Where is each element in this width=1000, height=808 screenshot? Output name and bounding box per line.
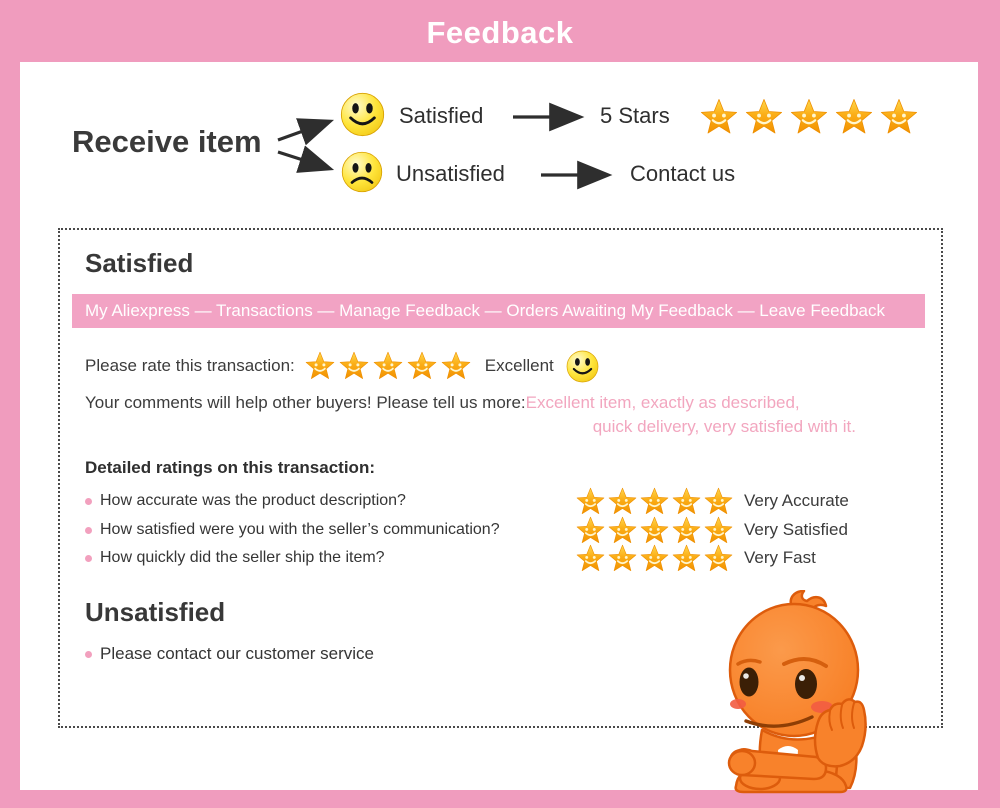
star-icon xyxy=(672,516,701,545)
star-icon xyxy=(640,544,669,573)
question-text: How accurate was the product description? xyxy=(100,492,406,509)
star-icon xyxy=(608,487,637,516)
rating-label: Very Fast xyxy=(744,548,816,567)
star-icon xyxy=(441,351,471,381)
detailed-ratings-heading: Detailed ratings on this transaction: xyxy=(85,458,375,477)
star-icon xyxy=(373,351,403,381)
comments-row xyxy=(85,393,800,413)
star-icon xyxy=(745,98,783,136)
flow-contact-us-label: Contact us xyxy=(630,161,736,186)
comments-label: Your comments will help other buyers! Please tell us more: xyxy=(85,393,526,412)
happy-smiley-icon xyxy=(566,350,599,383)
aliexpress-mascot xyxy=(722,590,872,796)
rate-transaction-label: Please rate this transaction: xyxy=(85,356,295,375)
bullet-icon xyxy=(85,651,92,658)
star-icon xyxy=(700,98,738,136)
detailed-rating-row xyxy=(85,515,895,545)
flow-5stars-rating xyxy=(700,98,918,136)
bullet-icon xyxy=(85,555,92,562)
star-icon xyxy=(407,351,437,381)
star-icon xyxy=(576,544,605,573)
rate-transaction-stars xyxy=(305,351,471,381)
comment-text-line2: quick delivery, very satisfied with it. xyxy=(592,417,856,436)
bullet-icon xyxy=(85,498,92,505)
bullet-icon xyxy=(85,527,92,534)
star-icon xyxy=(672,544,701,573)
comment-text-line1: Excellent item, exactly as described, xyxy=(525,393,800,412)
rating-label: Very Satisfied xyxy=(744,520,848,539)
arrow-to-satisfied xyxy=(278,122,328,140)
unsatisfied-heading: Unsatisfied xyxy=(85,597,226,627)
rating-stars xyxy=(576,544,733,573)
star-icon xyxy=(339,351,369,381)
satisfied-heading: Satisfied xyxy=(85,248,194,278)
question-text: How quickly did the seller ship the item? xyxy=(100,549,385,566)
rating-label: Very Accurate xyxy=(744,491,849,510)
happy-smiley-icon xyxy=(340,92,385,137)
receive-item-label: Receive item xyxy=(72,124,262,159)
star-icon xyxy=(790,98,828,136)
star-icon xyxy=(704,516,733,545)
flow-unsatisfied-label: Unsatisfied xyxy=(396,161,505,186)
question-text: How satisfied were you with the seller’s communication? xyxy=(100,521,500,538)
star-icon xyxy=(704,544,733,573)
rate-rating-label: Excellent xyxy=(484,356,554,375)
star-icon xyxy=(672,487,701,516)
rating-stars xyxy=(576,516,733,545)
unsatisfied-note-row xyxy=(85,644,374,664)
page-title: Feedback xyxy=(426,15,574,50)
breadcrumb: My Aliexpress — Transactions — Manage Feedback — Orders Awaiting My Feedback — Leave Feedback xyxy=(72,294,925,328)
detailed-rating-row xyxy=(85,486,895,516)
detailed-rating-row xyxy=(85,543,895,573)
flow-5stars-label: 5 Stars xyxy=(600,103,670,128)
star-icon xyxy=(576,516,605,545)
star-icon xyxy=(608,544,637,573)
star-icon xyxy=(576,487,605,516)
flow-satisfied-label: Satisfied xyxy=(399,103,484,128)
star-icon xyxy=(835,98,873,136)
rating-stars xyxy=(576,487,733,516)
sad-smiley-icon xyxy=(341,151,383,193)
arrow-to-unsatisfied xyxy=(278,152,328,168)
unsatisfied-note: Please contact our customer service xyxy=(100,644,375,663)
star-icon xyxy=(880,98,918,136)
rate-transaction-row xyxy=(85,349,599,383)
star-icon xyxy=(704,487,733,516)
star-icon xyxy=(608,516,637,545)
star-icon xyxy=(305,351,335,381)
star-icon xyxy=(640,516,669,545)
star-icon xyxy=(640,487,669,516)
